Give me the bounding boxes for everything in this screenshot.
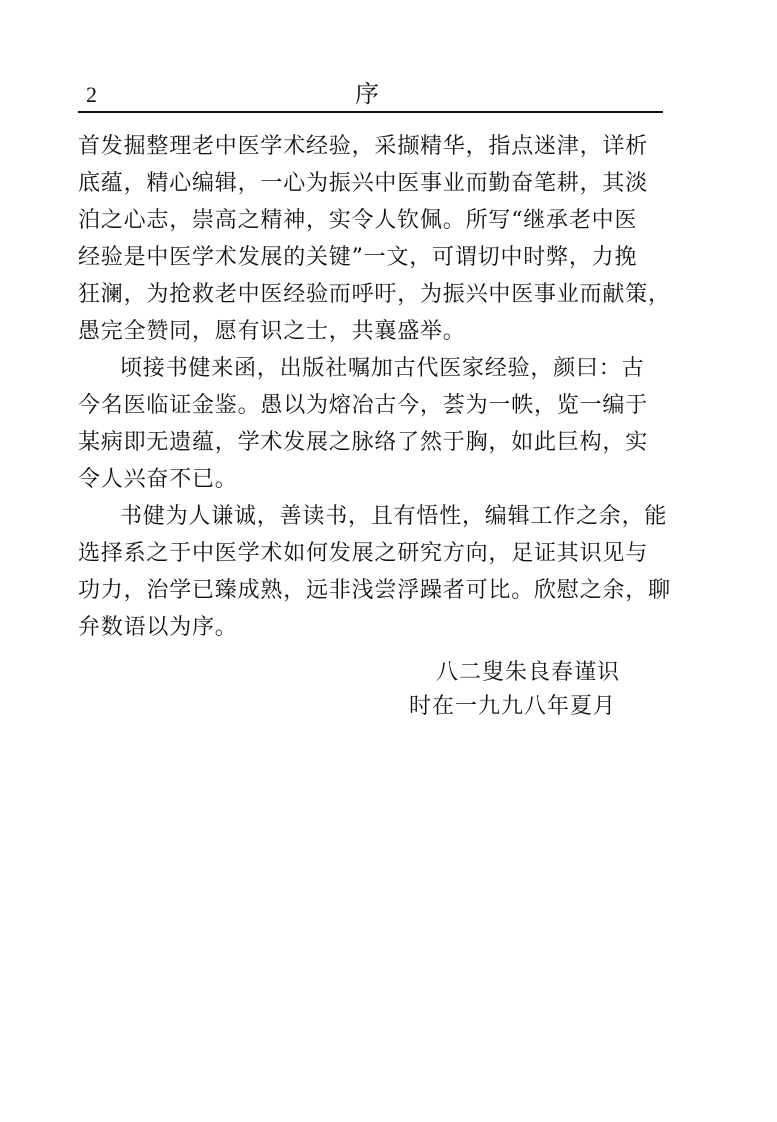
signature-date: 时在一九九八年夏月 <box>409 694 617 719</box>
page-number: 2 <box>86 82 97 107</box>
header-rule <box>78 111 663 113</box>
paragraph-1 <box>78 128 671 350</box>
paragraph-line: 泊之心志，崇高之精神，实令人钦佩。所写“继承老中医 <box>78 208 638 233</box>
paragraph-line: 顷接书健来函，出版社嘱加古代医家经验，颜曰：古 <box>120 356 645 381</box>
paragraph-line: 功力，治学已臻成熟，远非浅尝浮躁者可比。欣慰之余，聊 <box>78 578 671 603</box>
paragraph-line: 书健为人谦诚，善读书，且有悟性，编辑工作之余，能 <box>120 504 668 529</box>
paragraph-3 <box>78 498 671 646</box>
paragraph-line: 狂澜，为抢救老中医经验而呼吁，为振兴中医事业而献策， <box>78 282 671 307</box>
paragraph-line: 底蕴，精心编辑，一心为振兴中医事业而勤奋笔耕，其淡 <box>78 171 649 196</box>
paragraph-line: 选择系之于中医学术如何发展之研究方向，足证其识见与 <box>78 541 649 566</box>
paragraph-line: 弁数语以为序。 <box>78 615 238 640</box>
paragraph-line: 首发掘整理老中医学术经验，采撷精华，指点迷津，详析 <box>78 134 649 159</box>
paragraph-line: 令人兴奋不已。 <box>78 467 238 492</box>
paragraph-line: 某病即无遗蕴，学术发展之脉络了然于胸，如此巨构，实 <box>78 430 649 455</box>
paragraph-line: 今名医临证金鉴。愚以为熔冶古今，荟为一帙，览一编于 <box>78 393 649 418</box>
paragraph-2 <box>78 350 663 498</box>
preface-body <box>78 128 671 646</box>
paragraph-line: 经验是中医学术发展的关键”一文，可谓切中时弊，力挽 <box>78 245 638 270</box>
paragraph-line: 愚完全赞同，愿有识之士，共襄盛举。 <box>78 319 466 344</box>
running-head-title: 序 <box>355 80 379 108</box>
signature-name: 八二叟朱良春谨识 <box>436 660 621 685</box>
